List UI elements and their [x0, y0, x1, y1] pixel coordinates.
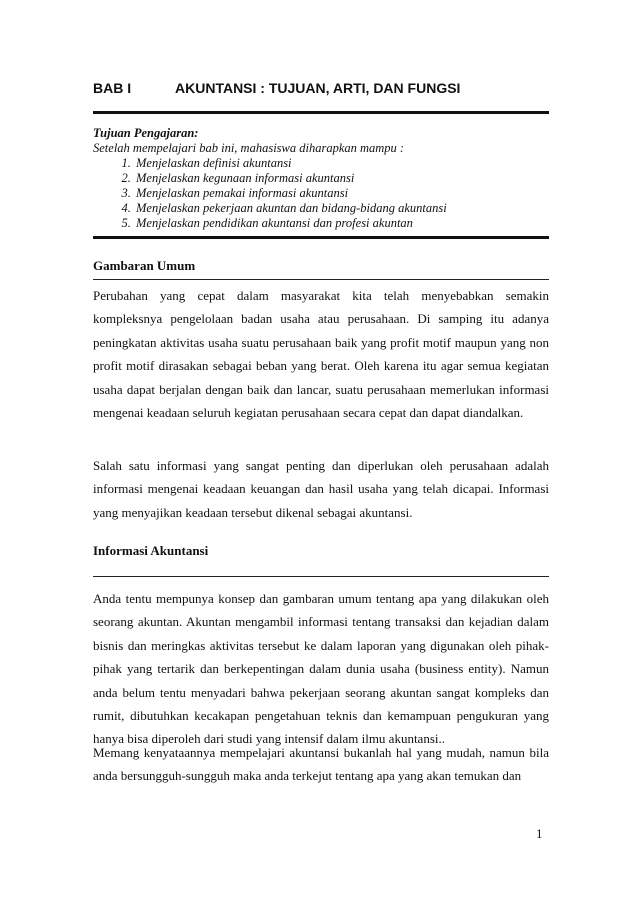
section-heading-informasi-akuntansi: Informasi Akuntansi: [93, 543, 209, 558]
learning-objectives: [93, 126, 549, 231]
paragraph: Perubahan yang cepat dalam masyarakat kita telah menyebabkan semakin kompleksnya pengelolaan badan usaha atau perusahaan. Di samping itu adanya peningkatan aktivitas usaha suatu perusahaan baik yang profit motif maupun yang non profit motif dirasakan sebagai beban yang berat. Oleh karena itu agar semua kegiatan usaha dapat berjalan dengan baik dan lancar, suatu perusahaan memerlukan informasi mengenai keadaan seluruh kegiatan perusahaan secara cepat dan dapat diandalkan.: [93, 288, 549, 421]
objective-item: 1. Menjelaskan definisi akuntansi: [134, 156, 549, 171]
objective-item: 5. Menjelaskan pendidikan akuntansi dan profesi akuntan: [134, 216, 549, 231]
page-number: 1: [536, 826, 543, 841]
objectives-divider: [93, 236, 549, 239]
objectives-list: [93, 156, 549, 231]
objectives-heading: Tujuan Pengajaran:: [93, 126, 199, 140]
paragraph: Salah satu informasi yang sangat penting dan diperlukan oleh perusahaan adalah informasi mengenai keadaan keuangan dan hasil usaha yang telah dicapai. Informasi yang menyajikan keadaan tersebut dikenal sebagai akuntansi.: [93, 458, 549, 520]
chapter-number: BAB I: [93, 80, 132, 96]
objectives-intro: Setelah mempelajari bab ini, mahasiswa diharapkan mampu :: [93, 141, 405, 155]
section-divider: [93, 576, 549, 577]
paragraph: Anda tentu mempunya konsep dan gambaran umum tentang apa yang dilakukan oleh seorang akuntan. Akuntan mengambil informasi tentang transaksi dan kejadian dalam bisnis dan meringkas aktivitas tersebut ke dalam laporan yang digunakan oleh pihak-pihak yang tertarik dan berkepentingan dalam dunia usaha (business entity). Namun anda belum tentu menyadari bahwa pekerjaan seorang akuntan sangat kompleks dan rumit, dibutuhkan kecakapan pengetahuan teknis dan kemampuan pengukuran yang hanya bisa diperoleh dari studi yang intensif dalam ilmu akuntansi..: [93, 591, 549, 747]
objective-item: 3. Menjelaskan pemakai informasi akuntansi: [134, 186, 549, 201]
paragraph: Memang kenyataannya mempelajari akuntansi bukanlah hal yang mudah, namun bila anda bersungguh-sungguh maka anda terkejut tentang apa yang akan temukan dan: [93, 745, 549, 784]
section-divider: [93, 279, 549, 280]
chapter-title: AKUNTANSI : TUJUAN, ARTI, DAN FUNGSI: [175, 80, 461, 96]
objective-item: 2. Menjelaskan kegunaan informasi akuntansi: [134, 171, 549, 186]
heading-divider: [93, 111, 549, 114]
section-heading-gambaran-umum: Gambaran Umum: [93, 258, 196, 273]
objective-item: 4. Menjelaskan pekerjaan akuntan dan bidang-bidang akuntansi: [134, 201, 549, 216]
